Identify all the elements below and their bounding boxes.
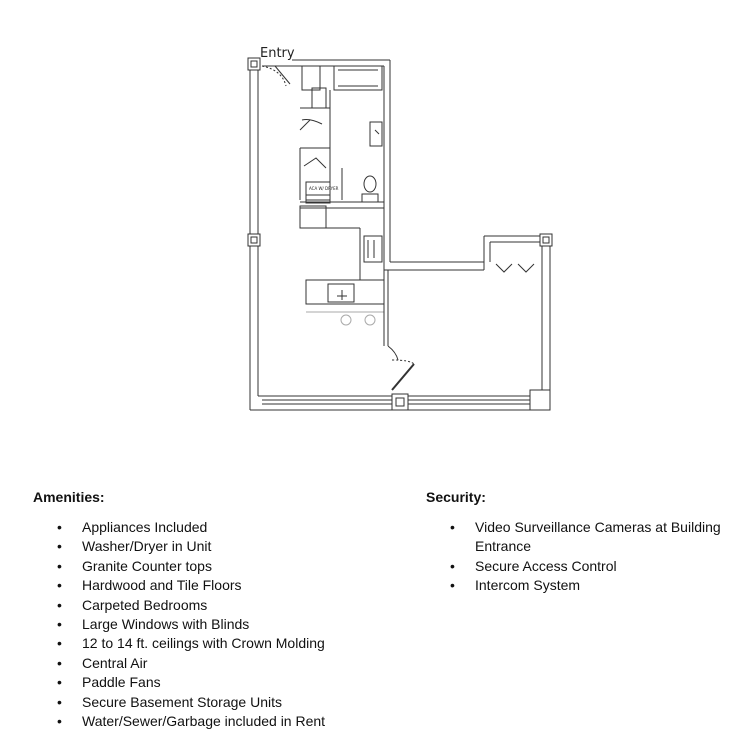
amenity-item: • Washer/Dryer in Unit [57, 537, 325, 556]
entry-label: Entry [260, 46, 295, 61]
amenity-item: • Secure Basement Storage Units [57, 693, 325, 712]
amenity-item: • Hardwood and Tile Floors [57, 576, 325, 595]
security-item: • Video Surveillance Cameras at Building Entrance [450, 518, 736, 557]
appliance-label: ACA W/ DRYER [309, 186, 339, 191]
exterior-walls [250, 60, 550, 410]
security-list [450, 518, 736, 596]
amenity-item: • Large Windows with Blinds [57, 615, 325, 634]
amenity-item: • Paddle Fans [57, 673, 325, 692]
amenity-item: • Appliances Included [57, 518, 325, 537]
security-heading: Security: [426, 489, 486, 505]
amenity-item: • Carpeted Bedrooms [57, 596, 325, 615]
amenities-list [57, 518, 325, 731]
amenity-item: • Central Air [57, 654, 325, 673]
amenity-item: • Granite Counter tops [57, 557, 325, 576]
amenity-item: • Water/Sewer/Garbage included in Rent [57, 712, 325, 731]
security-item: • Intercom System [450, 576, 736, 595]
amenity-item: • 12 to 14 ft. ceilings with Crown Molding [57, 634, 325, 653]
security-item: • Secure Access Control [450, 557, 736, 576]
amenities-heading: Amenities: [33, 489, 105, 505]
